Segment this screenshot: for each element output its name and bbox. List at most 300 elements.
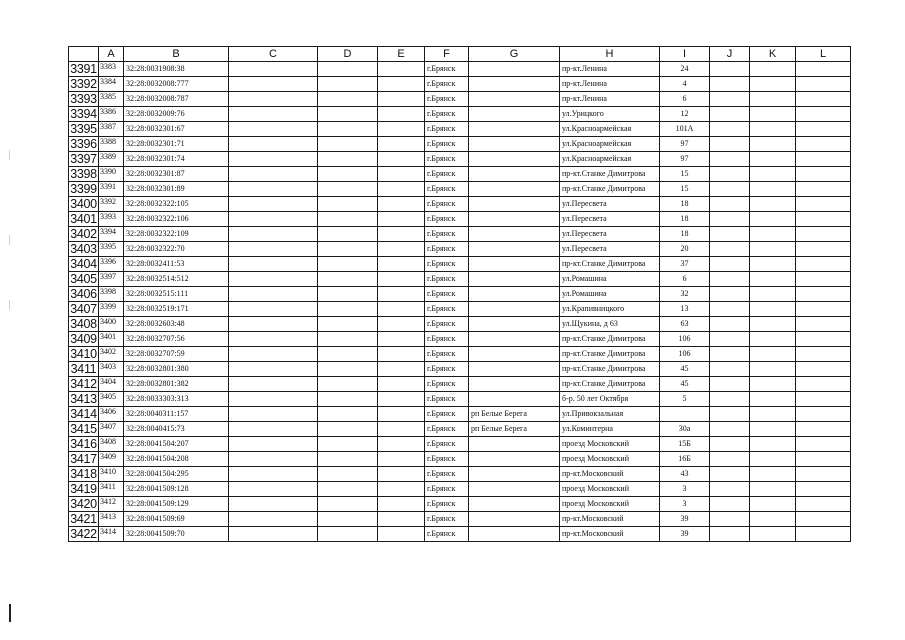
cell-h[interactable]: ул.Пересвета <box>560 227 660 242</box>
cell-i[interactable]: 15 <box>660 182 710 197</box>
cell-h[interactable]: ул.Красноармейская <box>560 137 660 152</box>
cell-b[interactable]: 32:28:0032519:171 <box>124 302 229 317</box>
corner-cell[interactable] <box>69 47 99 62</box>
column-header-l[interactable]: L <box>796 47 851 62</box>
cell-g[interactable] <box>469 287 560 302</box>
cell-l[interactable] <box>796 152 851 167</box>
cell-h[interactable]: пр-кт.Московский <box>560 467 660 482</box>
cell-f[interactable]: г.Брянск <box>425 362 469 377</box>
cell-j[interactable] <box>710 257 750 272</box>
cell-l[interactable] <box>796 287 851 302</box>
cell-f[interactable]: г.Брянск <box>425 452 469 467</box>
cell-a[interactable]: 3401 <box>99 332 124 347</box>
cell-c[interactable] <box>229 152 318 167</box>
cell-f[interactable]: г.Брянск <box>425 347 469 362</box>
cell-j[interactable] <box>710 347 750 362</box>
cell-k[interactable] <box>750 527 796 542</box>
cell-c[interactable] <box>229 137 318 152</box>
cell-l[interactable] <box>796 92 851 107</box>
cell-a[interactable]: 3414 <box>99 527 124 542</box>
cell-i[interactable]: 12 <box>660 107 710 122</box>
row-number[interactable]: 3418 <box>70 467 97 481</box>
cell-f[interactable]: г.Брянск <box>425 62 469 77</box>
cell-k[interactable] <box>750 347 796 362</box>
cell-c[interactable] <box>229 62 318 77</box>
cell-f[interactable]: г.Брянск <box>425 212 469 227</box>
row-number[interactable]: 3405 <box>70 272 97 286</box>
cell-j[interactable] <box>710 452 750 467</box>
cell-a[interactable]: 3392 <box>99 197 124 212</box>
cell-g[interactable] <box>469 107 560 122</box>
cell-f[interactable]: г.Брянск <box>425 197 469 212</box>
cell-b[interactable]: 32:28:0032603:48 <box>124 317 229 332</box>
cell-j[interactable] <box>710 92 750 107</box>
cell-g[interactable] <box>469 452 560 467</box>
cell-i[interactable]: 32 <box>660 287 710 302</box>
cell-e[interactable] <box>378 257 425 272</box>
cell-e[interactable] <box>378 377 425 392</box>
cell-e[interactable] <box>378 452 425 467</box>
cell-l[interactable] <box>796 242 851 257</box>
row-number[interactable]: 3408 <box>70 317 97 331</box>
cell-b[interactable]: 32:28:0041509:128 <box>124 482 229 497</box>
cell-f[interactable]: г.Брянск <box>425 332 469 347</box>
cell-a[interactable]: 3402 <box>99 347 124 362</box>
cell-g[interactable] <box>469 467 560 482</box>
cell-l[interactable] <box>796 62 851 77</box>
cell-i[interactable]: 63 <box>660 317 710 332</box>
cell-k[interactable] <box>750 302 796 317</box>
cell-d[interactable] <box>318 122 378 137</box>
cell-j[interactable] <box>710 137 750 152</box>
cell-a[interactable]: 3391 <box>99 182 124 197</box>
cell-c[interactable] <box>229 347 318 362</box>
cell-c[interactable] <box>229 77 318 92</box>
cell-k[interactable] <box>750 362 796 377</box>
cell-g[interactable] <box>469 212 560 227</box>
cell-a[interactable]: 3408 <box>99 437 124 452</box>
cell-e[interactable] <box>378 497 425 512</box>
cell-h[interactable]: пр-кт.Станке Димитрова <box>560 377 660 392</box>
cell-b[interactable]: 32:28:0032008:787 <box>124 92 229 107</box>
cell-l[interactable] <box>796 437 851 452</box>
cell-h[interactable]: пр-кт.Станке Димитрова <box>560 347 660 362</box>
row-number[interactable]: 3417 <box>70 452 97 466</box>
cell-j[interactable] <box>710 332 750 347</box>
cell-j[interactable] <box>710 482 750 497</box>
cell-b[interactable]: 32:28:0041504:208 <box>124 452 229 467</box>
cell-d[interactable] <box>318 287 378 302</box>
row-number[interactable]: 3403 <box>70 242 97 256</box>
cell-g[interactable] <box>469 497 560 512</box>
cell-g[interactable] <box>469 227 560 242</box>
cell-g[interactable] <box>469 317 560 332</box>
cell-e[interactable] <box>378 362 425 377</box>
cell-k[interactable] <box>750 137 796 152</box>
cell-d[interactable] <box>318 347 378 362</box>
cell-j[interactable] <box>710 317 750 332</box>
cell-g[interactable] <box>469 152 560 167</box>
cell-i[interactable]: 5 <box>660 392 710 407</box>
cell-c[interactable] <box>229 242 318 257</box>
cell-g[interactable] <box>469 332 560 347</box>
row-number[interactable]: 3398 <box>70 167 97 181</box>
cell-f[interactable]: г.Брянск <box>425 257 469 272</box>
cell-f[interactable]: г.Брянск <box>425 527 469 542</box>
cell-h[interactable]: пр-кт.Станке Димитрова <box>560 362 660 377</box>
cell-d[interactable] <box>318 77 378 92</box>
cell-f[interactable]: г.Брянск <box>425 227 469 242</box>
cell-f[interactable]: г.Брянск <box>425 437 469 452</box>
cell-f[interactable]: г.Брянск <box>425 92 469 107</box>
cell-i[interactable]: 18 <box>660 227 710 242</box>
cell-h[interactable]: ул.Крапивницкого <box>560 302 660 317</box>
cell-d[interactable] <box>318 317 378 332</box>
cell-a[interactable]: 3383 <box>99 62 124 77</box>
cell-b[interactable]: 32:28:0032301:87 <box>124 167 229 182</box>
cell-g[interactable] <box>469 347 560 362</box>
cell-l[interactable] <box>796 272 851 287</box>
cell-f[interactable]: г.Брянск <box>425 422 469 437</box>
cell-a[interactable]: 3395 <box>99 242 124 257</box>
row-number[interactable]: 3399 <box>70 182 97 196</box>
cell-j[interactable] <box>710 467 750 482</box>
cell-j[interactable] <box>710 152 750 167</box>
cell-e[interactable] <box>378 107 425 122</box>
row-number[interactable]: 3407 <box>70 302 97 316</box>
cell-e[interactable] <box>378 317 425 332</box>
cell-f[interactable]: г.Брянск <box>425 152 469 167</box>
cell-k[interactable] <box>750 152 796 167</box>
cell-g[interactable] <box>469 512 560 527</box>
cell-j[interactable] <box>710 362 750 377</box>
cell-b[interactable]: 32:28:0032515:111 <box>124 287 229 302</box>
cell-j[interactable] <box>710 167 750 182</box>
cell-i[interactable]: 43 <box>660 467 710 482</box>
cell-c[interactable] <box>229 167 318 182</box>
cell-a[interactable]: 3397 <box>99 272 124 287</box>
cell-h[interactable]: ул.Красноармейская <box>560 122 660 137</box>
cell-d[interactable] <box>318 452 378 467</box>
cell-l[interactable] <box>796 122 851 137</box>
cell-l[interactable] <box>796 527 851 542</box>
cell-d[interactable] <box>318 242 378 257</box>
cell-g[interactable] <box>469 182 560 197</box>
cell-h[interactable]: ул.Привокзальная <box>560 407 660 422</box>
cell-h[interactable]: пр-кт.Ленина <box>560 62 660 77</box>
cell-k[interactable] <box>750 452 796 467</box>
cell-l[interactable] <box>796 182 851 197</box>
cell-l[interactable] <box>796 302 851 317</box>
cell-i[interactable]: 97 <box>660 152 710 167</box>
cell-d[interactable] <box>318 227 378 242</box>
row-number[interactable]: 3406 <box>70 287 97 301</box>
cell-b[interactable]: 32:28:0041504:207 <box>124 437 229 452</box>
cell-c[interactable] <box>229 527 318 542</box>
cell-c[interactable] <box>229 272 318 287</box>
row-number[interactable]: 3411 <box>69 362 99 377</box>
cell-d[interactable] <box>318 362 378 377</box>
cell-i[interactable]: 15Б <box>660 437 710 452</box>
cell-i[interactable]: 37 <box>660 257 710 272</box>
cell-g[interactable] <box>469 527 560 542</box>
cell-l[interactable] <box>796 197 851 212</box>
cell-k[interactable] <box>750 437 796 452</box>
cell-a[interactable]: 3385 <box>99 92 124 107</box>
cell-k[interactable] <box>750 272 796 287</box>
cell-e[interactable] <box>378 482 425 497</box>
cell-j[interactable] <box>710 422 750 437</box>
cell-b[interactable]: 32:28:0041509:129 <box>124 497 229 512</box>
cell-i[interactable]: 30а <box>660 422 710 437</box>
cell-k[interactable] <box>750 227 796 242</box>
cell-k[interactable] <box>750 497 796 512</box>
cell-l[interactable] <box>796 422 851 437</box>
row-number[interactable]: 3416 <box>70 437 97 451</box>
cell-h[interactable]: ул.Пересвета <box>560 197 660 212</box>
cell-f[interactable]: г.Брянск <box>425 107 469 122</box>
cell-a[interactable]: 3413 <box>99 512 124 527</box>
cell-l[interactable] <box>796 467 851 482</box>
column-header-d[interactable]: D <box>318 47 378 62</box>
cell-g[interactable] <box>469 302 560 317</box>
cell-i[interactable]: 106 <box>660 347 710 362</box>
cell-j[interactable] <box>710 377 750 392</box>
cell-d[interactable] <box>318 302 378 317</box>
cell-c[interactable] <box>229 287 318 302</box>
cell-e[interactable] <box>378 122 425 137</box>
cell-k[interactable] <box>750 107 796 122</box>
cell-e[interactable] <box>378 212 425 227</box>
cell-l[interactable] <box>796 107 851 122</box>
cell-f[interactable]: г.Брянск <box>425 467 469 482</box>
cell-e[interactable] <box>378 407 425 422</box>
cell-c[interactable] <box>229 392 318 407</box>
cell-i[interactable]: 15 <box>660 167 710 182</box>
cell-a[interactable]: 3406 <box>99 407 124 422</box>
cell-g[interactable] <box>469 197 560 212</box>
cell-d[interactable] <box>318 197 378 212</box>
column-header-a[interactable]: A <box>99 47 124 62</box>
cell-a[interactable]: 3393 <box>99 212 124 227</box>
cell-b[interactable]: 32:28:0032801:382 <box>124 377 229 392</box>
cell-j[interactable] <box>710 407 750 422</box>
cell-e[interactable] <box>378 527 425 542</box>
cell-i[interactable]: 3 <box>660 482 710 497</box>
cell-l[interactable] <box>796 347 851 362</box>
cell-f[interactable]: г.Брянск <box>425 482 469 497</box>
cell-e[interactable] <box>378 422 425 437</box>
cell-k[interactable] <box>750 317 796 332</box>
cell-j[interactable] <box>710 212 750 227</box>
cell-j[interactable] <box>710 527 750 542</box>
cell-l[interactable] <box>796 377 851 392</box>
cell-j[interactable] <box>710 287 750 302</box>
row-number[interactable]: 3392 <box>70 77 97 91</box>
cell-j[interactable] <box>710 62 750 77</box>
cell-c[interactable] <box>229 512 318 527</box>
column-header-k[interactable]: K <box>750 47 796 62</box>
cell-g[interactable] <box>469 167 560 182</box>
cell-d[interactable] <box>318 467 378 482</box>
row-number[interactable]: 3391 <box>70 62 97 76</box>
cell-i[interactable]: 97 <box>660 137 710 152</box>
cell-h[interactable]: пр-кт.Ленина <box>560 77 660 92</box>
cell-i[interactable]: 3 <box>660 497 710 512</box>
cell-i[interactable]: 18 <box>660 197 710 212</box>
cell-k[interactable] <box>750 77 796 92</box>
cell-i[interactable]: 6 <box>660 92 710 107</box>
cell-b[interactable]: 32:28:0032301:67 <box>124 122 229 137</box>
cell-i[interactable]: 39 <box>660 527 710 542</box>
cell-a[interactable]: 3404 <box>99 377 124 392</box>
cell-g[interactable] <box>469 377 560 392</box>
cell-f[interactable]: г.Брянск <box>425 122 469 137</box>
cell-i[interactable]: 4 <box>660 77 710 92</box>
cell-i[interactable]: 101А <box>660 122 710 137</box>
cell-h[interactable]: ул.Щукина, д 63 <box>560 317 660 332</box>
cell-e[interactable] <box>378 137 425 152</box>
row-number[interactable]: 3421 <box>70 512 97 526</box>
cell-i[interactable]: 20 <box>660 242 710 257</box>
cell-g[interactable] <box>469 62 560 77</box>
cell-f[interactable]: г.Брянск <box>425 137 469 152</box>
cell-i[interactable]: 39 <box>660 512 710 527</box>
cell-k[interactable] <box>750 182 796 197</box>
cell-e[interactable] <box>378 227 425 242</box>
row-number[interactable]: 3404 <box>70 257 97 271</box>
cell-b[interactable]: 32:28:0032322:105 <box>124 197 229 212</box>
cell-e[interactable] <box>378 152 425 167</box>
column-header-c[interactable]: C <box>229 47 318 62</box>
cell-g[interactable] <box>469 362 560 377</box>
row-number[interactable]: 3397 <box>70 152 97 166</box>
cell-k[interactable] <box>750 482 796 497</box>
cell-i[interactable]: 106 <box>660 332 710 347</box>
cell-l[interactable] <box>796 497 851 512</box>
cell-l[interactable] <box>796 362 851 377</box>
cell-a[interactable]: 3398 <box>99 287 124 302</box>
cell-l[interactable] <box>796 407 851 422</box>
cell-k[interactable] <box>750 242 796 257</box>
cell-g[interactable] <box>469 482 560 497</box>
cell-b[interactable]: 32:28:0040311:157 <box>124 407 229 422</box>
row-number[interactable]: 3415 <box>70 422 97 436</box>
cell-b[interactable]: 32:28:0032322:106 <box>124 212 229 227</box>
cell-b[interactable]: 32:28:0032301:74 <box>124 152 229 167</box>
cell-i[interactable]: 18 <box>660 212 710 227</box>
cell-l[interactable] <box>796 137 851 152</box>
cell-g[interactable] <box>469 122 560 137</box>
cell-a[interactable]: 3394 <box>99 227 124 242</box>
cell-c[interactable] <box>229 197 318 212</box>
row-number[interactable]: 3409 <box>70 332 97 346</box>
cell-d[interactable] <box>318 92 378 107</box>
cell-h[interactable]: пр-кт.Московский <box>560 512 660 527</box>
column-header-i[interactable]: I <box>660 47 710 62</box>
cell-e[interactable] <box>378 392 425 407</box>
cell-e[interactable] <box>378 197 425 212</box>
cell-f[interactable]: г.Брянск <box>425 242 469 257</box>
cell-c[interactable] <box>229 317 318 332</box>
cell-g[interactable] <box>469 392 560 407</box>
cell-d[interactable] <box>318 107 378 122</box>
cell-h[interactable]: пр-кт.Ленина <box>560 92 660 107</box>
cell-f[interactable]: г.Брянск <box>425 407 469 422</box>
cell-a[interactable]: 3396 <box>99 257 124 272</box>
cell-b[interactable]: 32:28:0032411:53 <box>124 257 229 272</box>
cell-i[interactable]: 6 <box>660 272 710 287</box>
cell-f[interactable]: г.Брянск <box>425 302 469 317</box>
cell-a[interactable]: 3405 <box>99 392 124 407</box>
cell-b[interactable]: 32:28:0031908:38 <box>124 62 229 77</box>
cell-a[interactable]: 3387 <box>99 122 124 137</box>
cell-a[interactable]: 3403 <box>99 362 124 377</box>
cell-k[interactable] <box>750 467 796 482</box>
cell-j[interactable] <box>710 122 750 137</box>
cell-d[interactable] <box>318 272 378 287</box>
cell-a[interactable]: 3407 <box>99 422 124 437</box>
cell-i[interactable]: 24 <box>660 62 710 77</box>
column-header-g[interactable]: G <box>469 47 560 62</box>
cell-d[interactable] <box>318 332 378 347</box>
cell-i[interactable]: 45 <box>660 377 710 392</box>
cell-h[interactable]: пр-кт.Станке Димитрова <box>560 257 660 272</box>
cell-l[interactable] <box>796 167 851 182</box>
cell-a[interactable]: 3410 <box>99 467 124 482</box>
cell-h[interactable]: ул.Ромашина <box>560 272 660 287</box>
cell-c[interactable] <box>229 467 318 482</box>
row-number[interactable]: 3400 <box>70 197 97 211</box>
cell-j[interactable] <box>710 302 750 317</box>
cell-l[interactable] <box>796 227 851 242</box>
cell-e[interactable] <box>378 467 425 482</box>
cell-k[interactable] <box>750 392 796 407</box>
cell-d[interactable] <box>318 167 378 182</box>
cell-g[interactable] <box>469 257 560 272</box>
cell-g[interactable]: рп Белые Берега <box>469 407 560 422</box>
cell-e[interactable] <box>378 272 425 287</box>
cell-f[interactable]: г.Брянск <box>425 497 469 512</box>
cell-b[interactable]: 32:28:0041504:295 <box>124 467 229 482</box>
row-number[interactable]: 3413 <box>70 392 97 406</box>
column-header-b[interactable]: B <box>124 47 229 62</box>
cell-b[interactable]: 32:28:0032707:59 <box>124 347 229 362</box>
cell-h[interactable]: ул.Ромашина <box>560 287 660 302</box>
cell-e[interactable] <box>378 62 425 77</box>
cell-g[interactable] <box>469 77 560 92</box>
cell-i[interactable]: 45 <box>660 362 710 377</box>
cell-f[interactable]: г.Брянск <box>425 77 469 92</box>
cell-j[interactable] <box>710 497 750 512</box>
cell-e[interactable] <box>378 302 425 317</box>
cell-c[interactable] <box>229 107 318 122</box>
cell-f[interactable]: г.Брянск <box>425 512 469 527</box>
cell-l[interactable] <box>796 317 851 332</box>
cell-d[interactable] <box>318 182 378 197</box>
cell-h[interactable]: проезд Московский <box>560 482 660 497</box>
cell-j[interactable] <box>710 512 750 527</box>
cell-k[interactable] <box>750 257 796 272</box>
cell-a[interactable]: 3400 <box>99 317 124 332</box>
cell-c[interactable] <box>229 437 318 452</box>
cell-f[interactable]: г.Брянск <box>425 287 469 302</box>
cell-c[interactable] <box>229 182 318 197</box>
cell-e[interactable] <box>378 182 425 197</box>
cell-f[interactable]: г.Брянск <box>425 272 469 287</box>
cell-c[interactable] <box>229 362 318 377</box>
cell-k[interactable] <box>750 62 796 77</box>
